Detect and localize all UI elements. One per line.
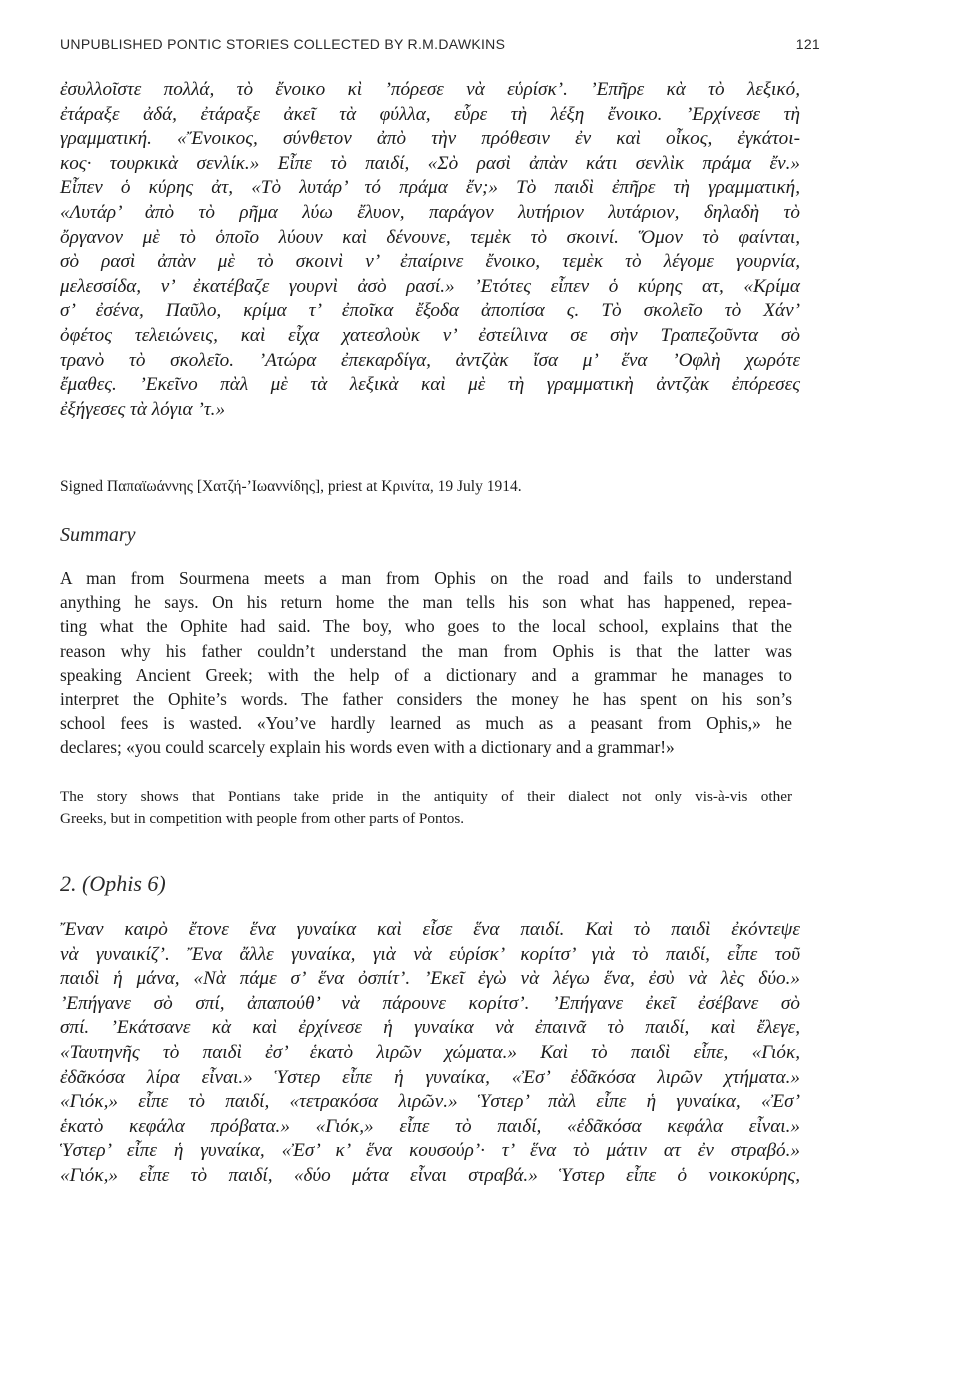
page-number: 121 [795, 36, 820, 52]
text-line: Εἶπεν ὁ κύρης ἀτ, «Τὸ λυτάρ’ τό πράμα ἔν;» Τὸ παιδὶ ἐπῆρε τὴ γραμματική, [60, 177, 800, 199]
text-line: «Λυτάρ’ ἀπὸ τὸ ρῆμα λύω ἔλυον, παράγον λυτήριον λυτάριον, δηλαδὴ τὸ [60, 201, 800, 223]
text-line: ἐσυλλοῖστε πολλά, τὸ ἔνοικο κὶ ’πόρεσε νὰ εὑρίσκ’. ’Επῆρε κὰ τὸ λεξικό, [60, 79, 800, 100]
text-line: ἐξήγεσες τὰ λόγια ’τ.» [60, 398, 226, 420]
text-line: reason why his father couldn’t understand the man from Ophis is that the latter was [60, 640, 792, 661]
running-header [60, 36, 820, 56]
text-line: μελεσσίδα, ν’ ἐκατέβαζε γουρνὶ ἀσὸ ρασί.» ’Ετότες εἶπεν ὁ κύρης ατ, «Κρίμα [60, 275, 800, 297]
text-line: interpret the Ophite’s words. The father considers the money he has spent on his son’s [60, 689, 792, 710]
text-line: σπί. ’Εκάτσανε κὰ καὶ ἐρχίνεσε ἡ γυναίκα νὰ ἐπαινᾶ τὸ παιδί, καὶ ἔλεγε, [60, 1017, 800, 1039]
text-line: σὸ ρασὶ ἀπὰν μὲ τὸ σκοινὶ ν’ ἐπαίρινε ἔνοικο, τεμὲκ τὸ λέγομε γουρνία, [60, 251, 800, 273]
greek-passage-1 [60, 78, 800, 422]
summary-heading: Summary [60, 524, 136, 546]
text-line: ’Επήγανε σὸ σπί, ἀπαπούθ’ νὰ πάρουνε κορίτσ’. ’Επήγανε ἐκεῖ ἐσέβανε σὸ [60, 992, 800, 1014]
greek-passage-2 [60, 918, 800, 1189]
text-line: «Ταυτηνῆς τὸ παιδὶ ἐσ’ ἑκατὸ λιρῶν χώματα.» Καὶ τὸ παιδὶ εἶπε, «Γιόκ, [60, 1041, 800, 1063]
text-line: Greeks, but in competition with people from other parts of Pontos. [60, 809, 465, 827]
text-line: νὰ γυναικίζ’. Ἔνα ἄλλε γυναίκα, γιὰ νὰ εὑρίσκ’ κορίτσ’ γιὰ τὸ παιδί, εἶπε τοῦ [60, 943, 800, 965]
text-line: Ὑστερ’ εἶπε ἡ γυναίκα, «Ἐσ’ κ’ ἕνα κουσούρ’· τ’ ἕνα τὸ μάτιν ατ ἐν στραβό.» [60, 1140, 800, 1162]
text-line: ὀφέτος τελειώνεις, καὶ εἶχα χατεσλοὺκ ν’ ἐστείλινα σε σὴν Τραπεζοῦντα σὸ [60, 324, 800, 346]
text-line: τρανὸ τὸ σκολεῖο. ’Ατώρα ἐπεκαρδίγα, ἀντζὰκ ἴσα μ’ ἕνα ’Οφλὴ χωρότε [60, 349, 800, 371]
text-line: παιδὶ ἡ μάνα, «Νὰ πάμε σ’ ἕνα ὀσπίτ’. ’Εκεῖ ἐγὼ νὰ λέγω ἕνα, ἐσὺ νὰ λὲς δύο.» [60, 968, 800, 990]
text-line: The story shows that Pontians take pride in the antiquity of their dialect not only vis-à-vis other [60, 788, 792, 805]
text-line: «Γιόκ,» εἶπε τὸ παιδί, «δύο μάτα εἶναι στραβά.» Ὑστερ εἶπε ὁ νοικοκύρης, [60, 1164, 800, 1186]
text-line: ὄργανον μὲ τὸ ὁποῖο λύουν καὶ δένουνε, τεμὲκ τὸ σκοινί. Ὅμον τὸ φαίνται, [60, 226, 800, 248]
running-title: UNPUBLISHED PONTIC STORIES COLLECTED BY R.M.DAWKINS [60, 36, 506, 52]
text-line: school fees is wasted. «You’ve hardly learned as much as a peasant from Ophis,» he [60, 713, 792, 734]
text-line: ἑκατὸ κεφάλα πρόβατα.» «Γιόκ,» εἶπε τὸ παιδί, «ἐδᾶκόσα κεφάλα εἶναι.» [60, 1115, 800, 1137]
text-line: ἐτάραξε ἀδά, ἐτάραξε ἀκεῖ τὰ φύλλα, εὗρε τὴ λέξη ἔνοικο. ’Ερχίνεσε τὴ [60, 103, 800, 125]
text-line: anything he says. On his return home the man tells his son what has happened, repea- [60, 592, 792, 613]
text-line: ἐδᾶκόσα λίρα εἶναι.» Ὑστερ εἶπε ἡ γυναίκα, «Ἐσ’ ἐδᾶκόσα λιρῶν χτήματα.» [60, 1066, 800, 1088]
signature-line: Signed Παπαϊωάννης [Χατζή-’Ιωαννίδης], priest at Κρινίτα, 19 July 1914. [60, 478, 522, 495]
summary-paragraph [60, 566, 792, 760]
story-heading: 2. (Ophis 6) [60, 871, 166, 896]
text-line: declares; «you could scarcely explain his words even with a dictionary and a grammar!» [60, 737, 675, 758]
text-line: κος· τουρκικὰ σενλίκ.» Εἶπε τὸ παιδί, «Σὸ ρασὶ ἀπὰν κάτι σενλὶκ πράμα ἔν.» [60, 152, 800, 174]
commentary-note [60, 786, 792, 829]
text-line: speaking Ancient Greek; with the help of a dictionary and a grammar he manages to [60, 664, 792, 685]
text-line: Ἔναν καιρὸ ἔτονε ἕνα γυναίκα καὶ εἶσε ἕνα παιδί. Καὶ τὸ παιδὶ ἐκόντεψε [60, 919, 800, 940]
text-line: ἔμαθες. ’Εκεῖνο πὰλ μὲ τὰ λεξικὰ καὶ μὲ τὴ γραμματικὴ ἀντζὰκ ἐπόρεσες [60, 374, 800, 396]
text-line: γραμματική. «Ἔνοικος, σύνθετον ἀπὸ τὴν πρόθεσιν ἐν καὶ οἶκος, ἐγκάτοι- [60, 128, 800, 150]
text-line: «Γιόκ,» εἶπε τὸ παιδί, «τετρακόσα λιρῶν.» Ὑστερ’ πὰλ εἶπε ἡ γυναίκα, «Ἐσ’ [60, 1091, 800, 1113]
text-line: ting what the Ophite had said. The boy, who goes to the local school, explains that the [60, 616, 792, 637]
text-line: σ’ ἐσένα, Παῦλο, κρίμα τ’ ἐποῖκα ἔξοδα ἀποπίσα ς. Τὸ σκολεῖο τὸ Χάν’ [60, 300, 800, 322]
text-line: A man from Sourmena meets a man from Ophis on the road and fails to understand [60, 568, 792, 588]
